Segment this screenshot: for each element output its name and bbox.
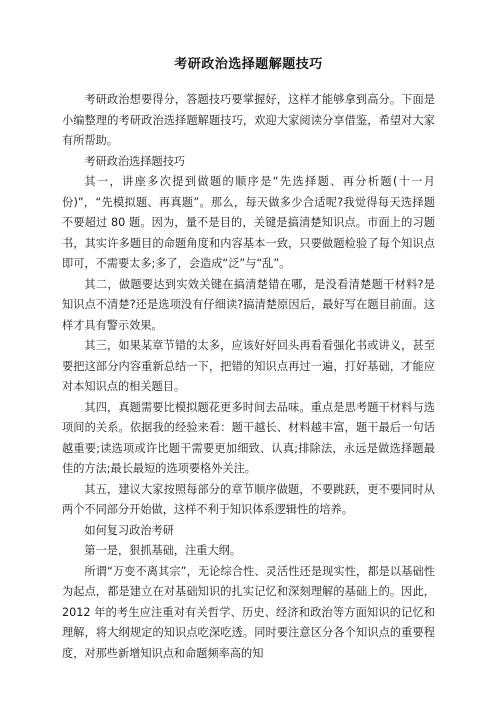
paragraph-review-1: 第一是，狠抓基础，注重大纲。 bbox=[84, 544, 242, 557]
document-title: 考研政治选择题解题技巧 bbox=[174, 57, 323, 72]
section-heading-tips: 考研政治选择题技巧 bbox=[84, 154, 186, 168]
paragraph-review-1-detail: 所谓“万变不离其宗”，无论综合性、灵活性还是现实性，都是以基础性为起点，都是建立在对基础知识的扎实记忆和深刻理解的基础上的。因此，2012 年的考生应注重对有关哲学、历史、经济和政治等方面知识的记忆和理解，将大纲规定的知识点吃深吃透。同时要注意区分各个知识点的重要程度，对那些新增知识点和命题频率高的知 bbox=[62, 564, 435, 660]
document-body bbox=[62, 90, 435, 664]
paragraph-tip-4: 其四，真题需要比模拟题花更多时间去品味。重点是思考题干材料与选项间的关系。依据我的经验来看：题干越长、材料越丰富，题干最后一句话越重要;读选项或许比题干需要更加细致、认真;排除法，永远是做选择题最佳的方法;最长最短的选项要格外关注。 bbox=[62, 400, 435, 475]
document-page bbox=[62, 56, 435, 664]
section-heading-review: 如何复习政治考研 bbox=[84, 523, 174, 537]
paragraph-intro: 考研政治想要得分，答题技巧要掌握好，这样才能够拿到高分。下面是小编整理的考研政治选择题解题技巧，欢迎大家阅读分享借鉴，希望对大家有所帮助。 bbox=[62, 93, 435, 147]
paragraph-tip-5: 其五，建议大家按照每部分的章节顺序做题，不要跳跃，更不要同时从两个不同部分开始做，这样不利于知识体系逻辑性的培养。 bbox=[62, 482, 435, 516]
paragraph-tip-3: 其三，如果某章节错的太多，应该好好回头再看看强化书或讲义，甚至要把这部分内容重新总结一下，把错的知识点再过一遍，打好基础，才能应对本知识点的相关题目。 bbox=[62, 339, 435, 393]
paragraph-tip-2: 其二，做题要达到实效关键在搞清楚错在哪，是没看清楚题干材料?是知识点不清楚?还是选项没有仔细读?搞清楚原因后，最好写在题目前面。这样才具有警示效果。 bbox=[62, 277, 435, 332]
paragraph-tip-1: 其一，讲座多次提到做题的顺序是“先选择题、再分析题(十一月份)”，“先模拟题、再真题”。那么，每天做多少合适呢?我觉得每天选择题不要超过 80 题。因为，量不是目的，关键是搞清楚知识点。市面上的习题书，其实许多题目的命题角度和内容基本一致，只要做题检验了每个知识点即可，不需要太多;多了，会造成“泛”与“乱”。 bbox=[62, 175, 435, 270]
